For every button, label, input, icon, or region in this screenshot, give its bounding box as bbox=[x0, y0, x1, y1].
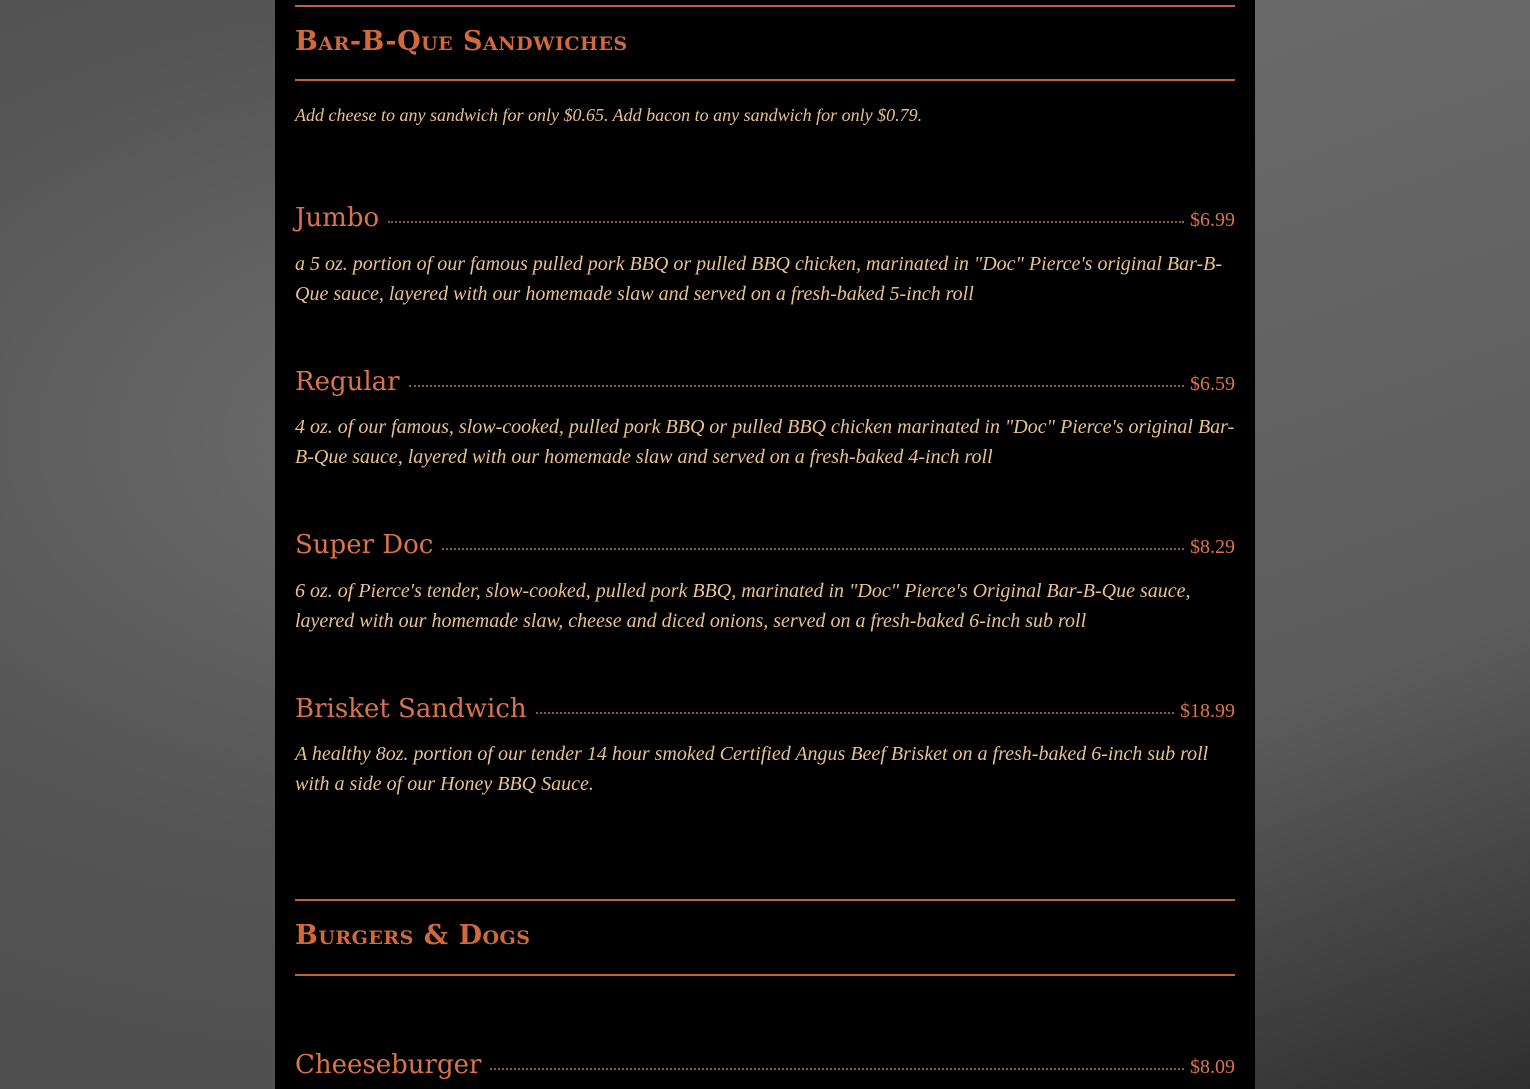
section-bottom-rule bbox=[295, 974, 1235, 976]
item-price: $6.99 bbox=[1190, 209, 1235, 231]
menu-panel bbox=[275, 0, 1255, 1089]
item-description: 4 oz. of our famous, slow-cooked, pulled pork BBQ or pulled BBQ chicken marinated in "Doc" Pierce's original Bar-B-Que sauce, layered with our homemade slaw and served on a fresh-baked 4-inch roll bbox=[295, 416, 1235, 468]
section-title-bbq-sandwiches: Bar-B-Que Sandwiches bbox=[295, 26, 628, 57]
item-description: A healthy 8oz. portion of our tender 14 hour smoked Certified Angus Beef Brisket on a fresh-baked 6-inch sub roll with a side of our Honey BBQ Sauce. bbox=[295, 743, 1209, 795]
menu-item-jumbo[interactable] bbox=[295, 205, 1235, 231]
item-price: $8.29 bbox=[1190, 536, 1235, 558]
item-name: Brisket Sandwich bbox=[295, 694, 527, 724]
section-top-rule bbox=[295, 899, 1235, 901]
section-bottom-rule bbox=[295, 79, 1235, 81]
menu-item-cheeseburger[interactable] bbox=[295, 1052, 1235, 1078]
item-price: $8.09 bbox=[1190, 1056, 1235, 1078]
item-description: a 5 oz. portion of our famous pulled pork BBQ or pulled BBQ chicken, marinated in "Doc" Pierce's original Bar-B-Que sauce, layered with our homemade slaw and served on a fresh-baked 5-inch roll bbox=[295, 253, 1223, 305]
dot-leader bbox=[490, 1068, 1184, 1070]
item-name: Regular bbox=[295, 367, 400, 397]
item-name: Super Doc bbox=[295, 530, 434, 560]
item-description: 6 oz. of Pierce's tender, slow-cooked, pulled pork BBQ, marinated in "Doc" Pierce's Original Bar-B-Que sauce, layered with our homemade slaw, cheese and diced onions, served on a fresh-baked 6-inch sub roll bbox=[295, 580, 1191, 632]
section-note: Add cheese to any sandwich for only $0.65. Add bacon to any sandwich for only $0.79. bbox=[295, 105, 923, 125]
dot-leader bbox=[442, 548, 1184, 550]
item-name: Jumbo bbox=[295, 203, 380, 233]
menu-item-super-doc[interactable] bbox=[295, 532, 1235, 558]
section-title-burgers-dogs: Burgers & Dogs bbox=[295, 920, 531, 951]
item-name: Cheeseburger bbox=[295, 1050, 482, 1080]
menu-item-brisket-sandwich[interactable] bbox=[295, 696, 1235, 722]
item-price: $6.59 bbox=[1190, 373, 1235, 395]
page-background-right bbox=[1255, 0, 1530, 1089]
item-price: $18.99 bbox=[1180, 700, 1235, 722]
menu-item-regular[interactable] bbox=[295, 369, 1235, 395]
dot-leader bbox=[536, 712, 1174, 714]
dot-leader bbox=[388, 221, 1184, 223]
section-top-rule bbox=[295, 5, 1235, 7]
dot-leader bbox=[409, 385, 1184, 387]
